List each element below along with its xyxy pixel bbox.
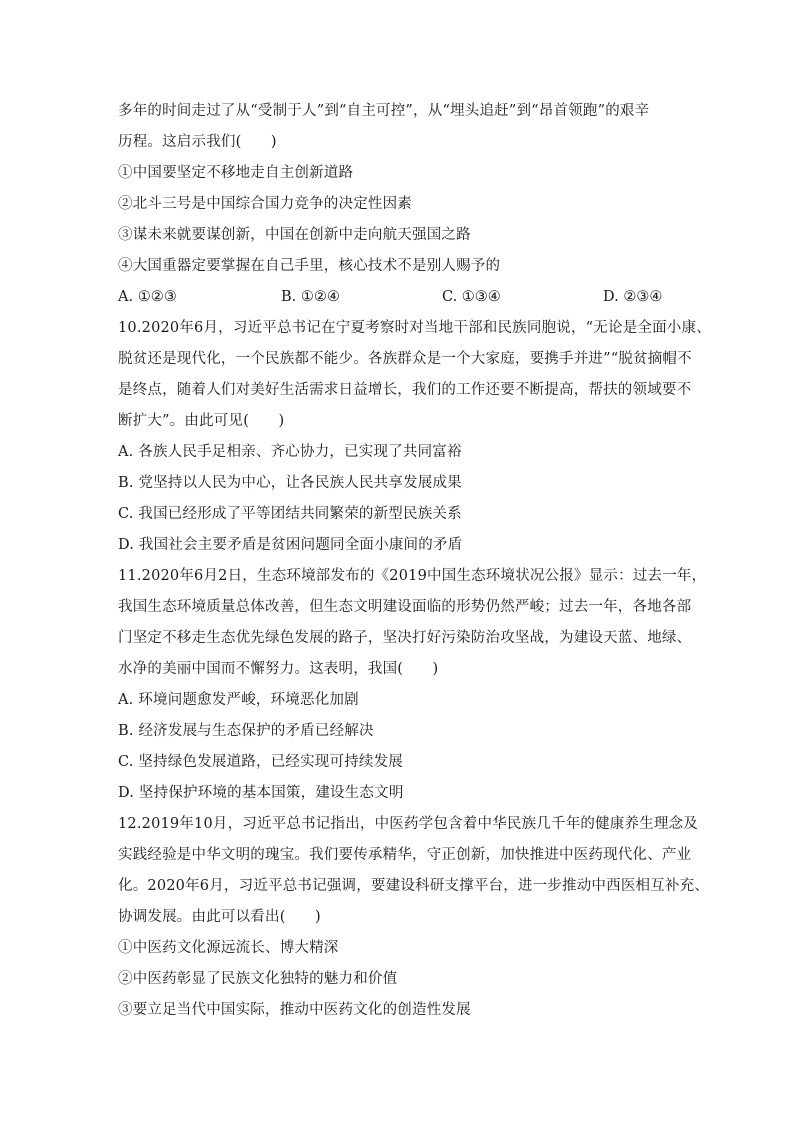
question-11-option-a: A. 环境问题愈发严峻，环境恶化加剧 (118, 692, 359, 708)
question-9-statement-3: ③谋未来就要谋创新，中国在创新中走向航天强国之路 (118, 227, 471, 243)
question-9-option-a: A. ①②③ (118, 289, 177, 305)
question-10-option-a: A. 各族人民手足相亲、齐心协力，已实现了共同富裕 (118, 444, 462, 460)
question-10-stem-line-3: 是终点，随着人们对美好生活需求日益增长，我们的工作还要不断提高，帮扶的领域要不 (118, 382, 692, 398)
question-11-stem-line-2: 我国生态环境质量总体改善，但生态文明建设面临的形势仍然严峻；过去一年，各地各部 (118, 599, 692, 615)
question-12-statement-2: ②中医药彰显了民族文化独特的魅力和价值 (118, 971, 398, 987)
question-9 (118, 96, 678, 313)
question-11-option-b: B. 经济发展与生态保护的矛盾已经解决 (118, 723, 374, 739)
question-11-stem-line-3: 门坚定不移走生态优先绿色发展的路子，坚决打好污染防治攻坚战，为建设天蓝、地绿、 (118, 630, 692, 646)
question-9-options (118, 282, 678, 313)
question-10-stem-line-2: 脱贫还是现代化，一个民族都不能少。各族群众是一个大家庭，要携手并进”“脱贫摘帽不 (118, 351, 692, 367)
question-12-statement-1: ①中医药文化源远流长、博大精深 (118, 940, 339, 956)
question-10 (118, 313, 711, 561)
question-9-option-c: C. ①③④ (442, 289, 501, 305)
question-12-stem-line-2: 实践经验是中华文明的瑰宝。我们要传承精华，守正创新，加快推进中医药现代化、产业 (118, 847, 692, 863)
question-9-option-d: D. ②③④ (603, 289, 663, 305)
question-9-statement-2: ②北斗三号是中国综合国力竞争的决定性因素 (118, 196, 412, 212)
question-9-statement-1: ①中国要坚定不移地走自主创新道路 (118, 165, 354, 181)
question-11-option-d: D. 坚持保护环境的基本国策，建设生态文明 (118, 785, 404, 801)
question-9-statement-4: ④大国重器定要掌握在自己手里，核心技术不是别人赐予的 (118, 258, 501, 274)
question-12-stem-line-1: 12.2019年10月，习近平总书记指出，中医药学包含着中华民族几千年的健康养生理念及 (118, 816, 699, 832)
question-11-option-c: C. 坚持绿色发展道路，已经实现可持续发展 (118, 754, 403, 770)
question-12-stem-line-3: 化。2020年6月，习近平总书记强调，要建设科研支撑平台，进一步推动中西医相互补充、 (118, 878, 710, 894)
question-11 (118, 561, 707, 809)
question-10-option-b: B. 党坚持以人民为中心，让各民族人民共享发展成果 (118, 475, 462, 491)
question-9-option-b: B. ①②④ (281, 289, 340, 305)
question-9-stem-line-1: 多年的时间走过了从“受制于人”到“自主可控”，从“埋头追赶”到“昂首领跑”的艰辛 (118, 103, 650, 119)
question-10-option-d: D. 我国社会主要矛盾是贫困问题同全面小康间的矛盾 (118, 537, 463, 553)
question-12-statement-3: ③要立足当代中国实际，推动中医药文化的创造性发展 (118, 1002, 471, 1018)
question-10-option-c: C. 我国已经形成了平等团结共同繁荣的新型民族关系 (118, 506, 462, 522)
question-10-stem-line-1: 10.2020年6月，习近平总书记在宁夏考察时对当地干部和民族同胞说，“无论是全面小康、 (118, 320, 711, 336)
document-page (118, 96, 711, 1026)
question-11-stem-line-4: 水净的美丽中国而不懈努力。这表明，我国( ) (118, 661, 439, 677)
question-12 (118, 809, 710, 1026)
question-10-stem-line-4: 断扩大”。由此可见( ) (118, 413, 285, 429)
question-9-stem-line-2: 历程。这启示我们( ) (118, 134, 277, 150)
question-12-stem-line-4: 协调发展。由此可以看出( ) (118, 909, 321, 925)
question-11-stem-line-1: 11.2020年6月2日，生态环境部发布的《2019中国生态环境状况公报》显示：过去一年， (118, 568, 707, 584)
